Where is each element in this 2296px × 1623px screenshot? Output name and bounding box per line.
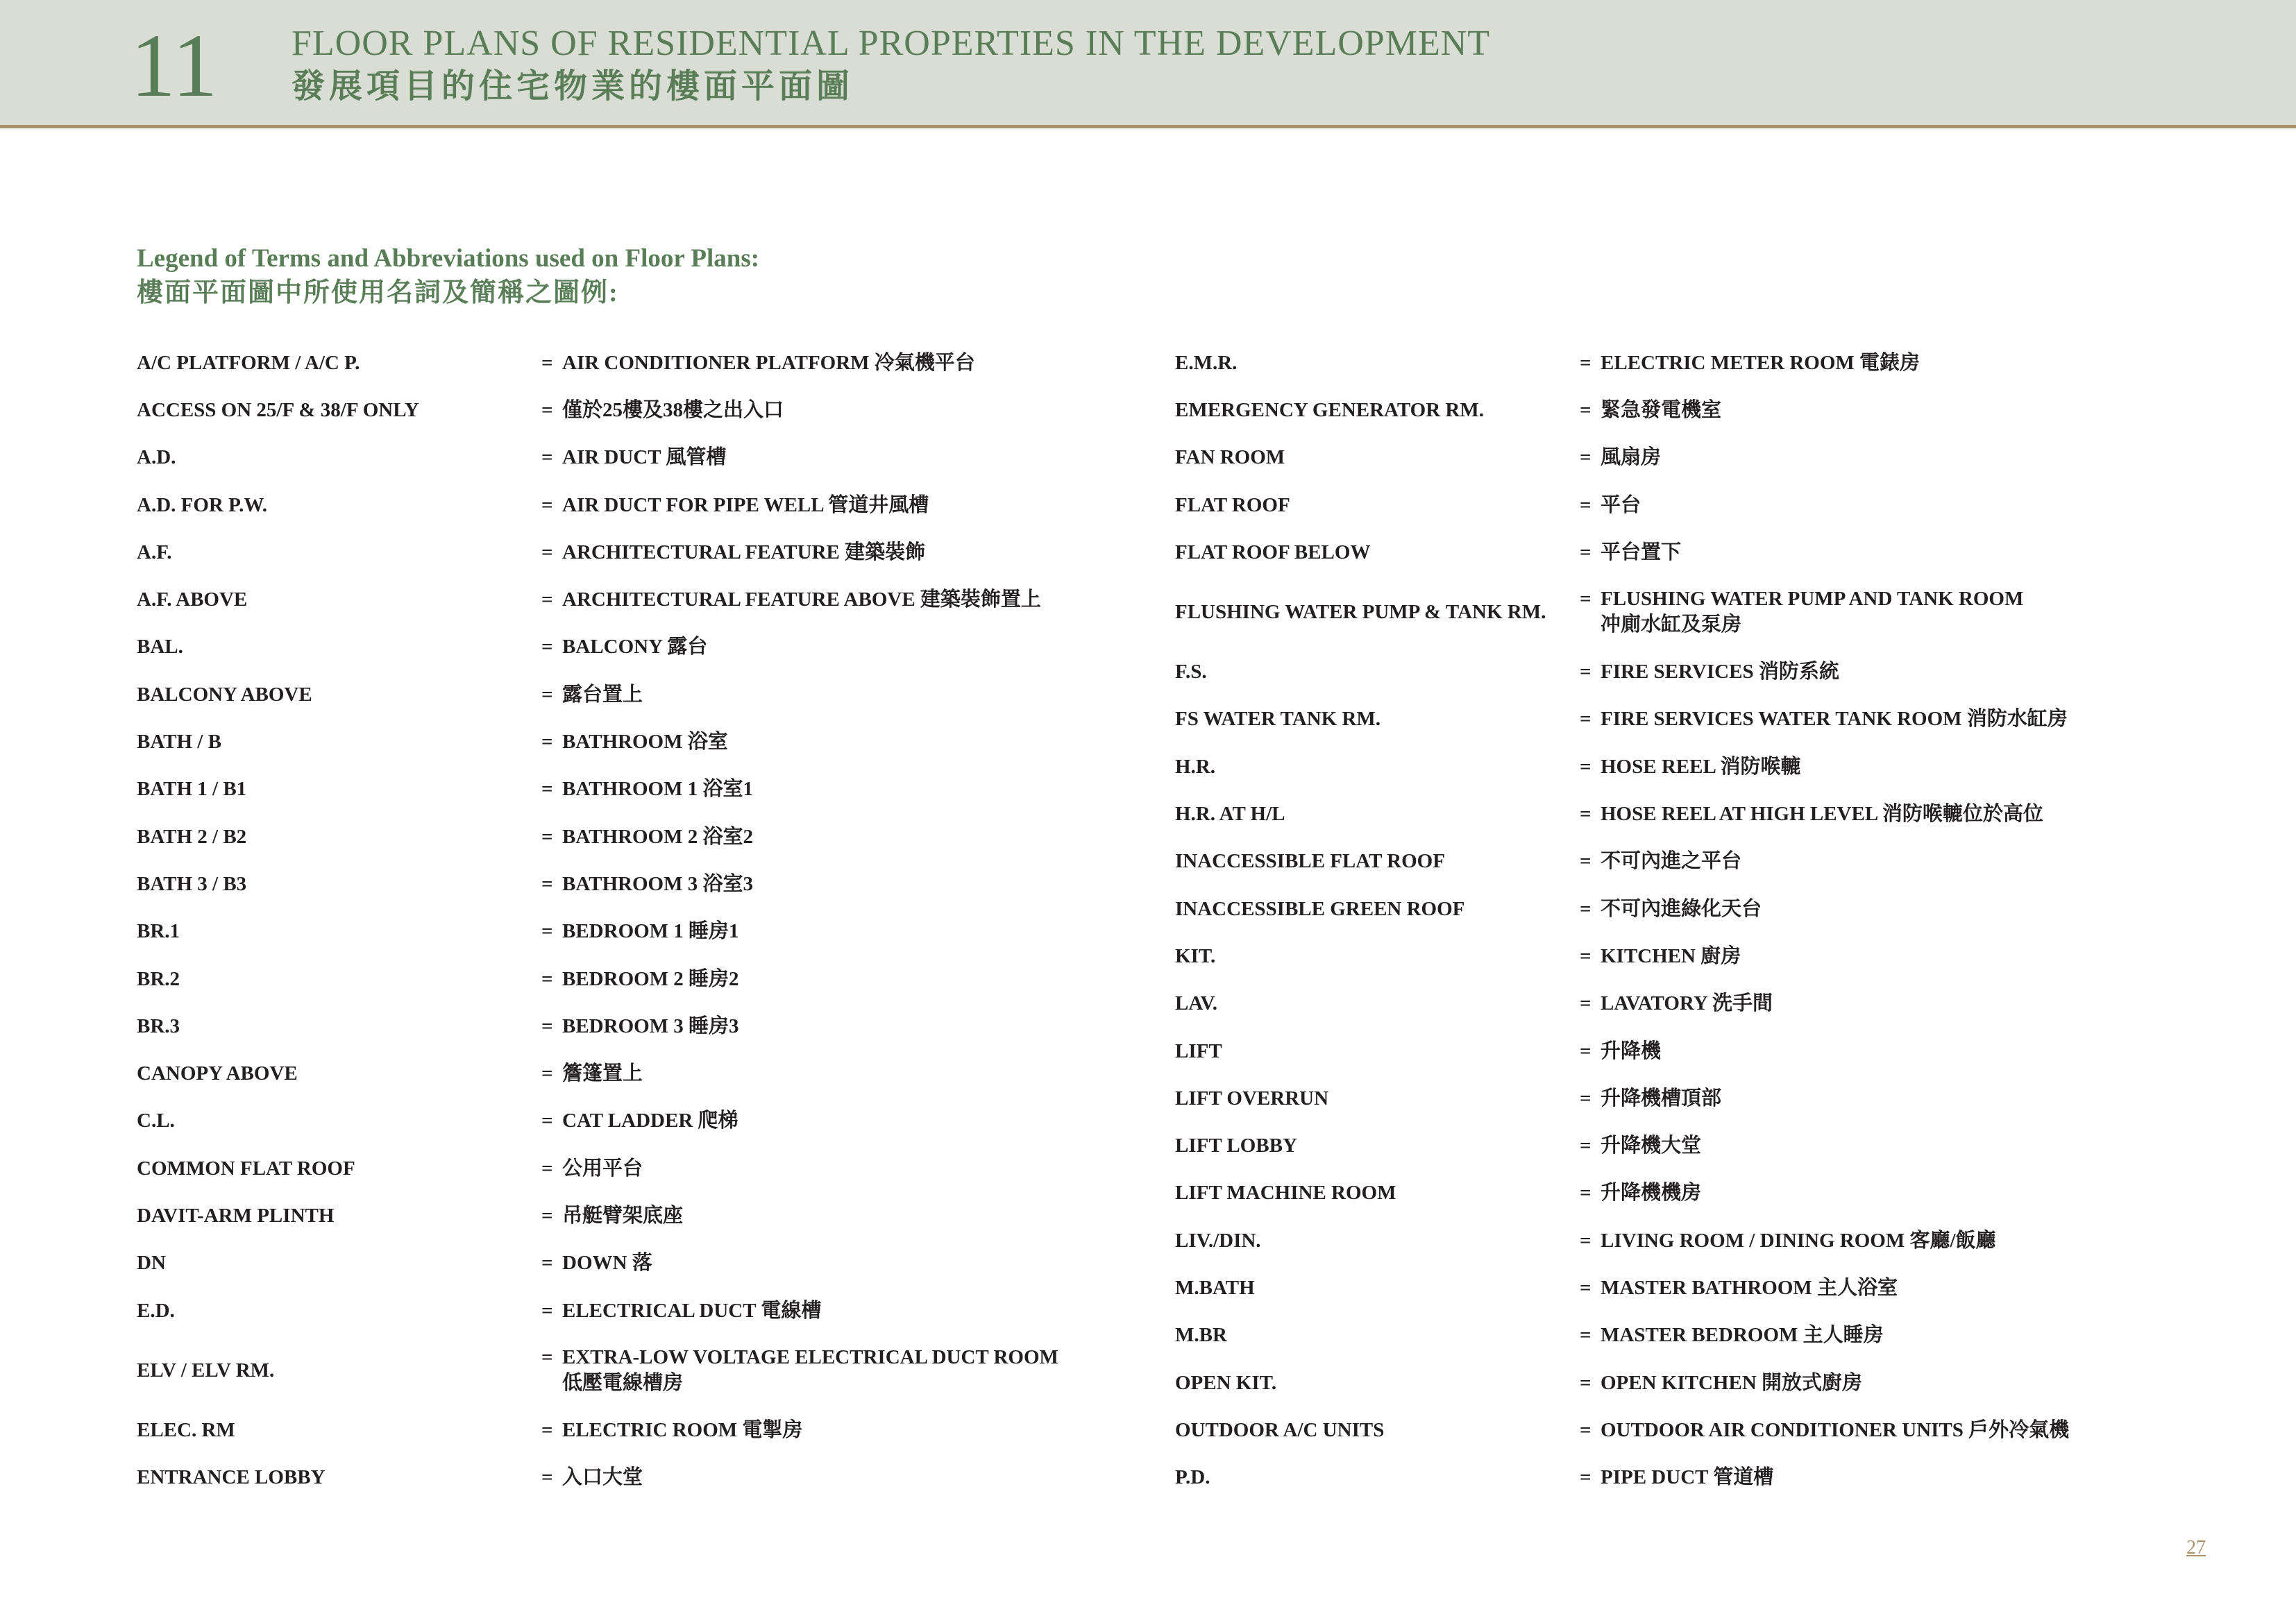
legend-row — [137, 1192, 1095, 1239]
legend-definition — [1580, 445, 1661, 470]
legend-row — [1175, 1217, 2161, 1264]
legend-term: A.D. — [137, 446, 176, 469]
legend-row — [1175, 1407, 2161, 1454]
legend-row — [137, 671, 1095, 718]
legend-definition — [541, 1108, 738, 1134]
equals-sign: = — [1580, 897, 1592, 920]
equals-sign: = — [541, 1204, 553, 1227]
legend-term: OUTDOOR A/C UNITS — [1175, 1418, 1385, 1441]
definition-line: 升降機機房 — [1601, 1182, 1702, 1205]
legend-term: E.M.R. — [1175, 351, 1238, 374]
definition-text — [1601, 944, 1741, 969]
legend-definition — [541, 1156, 643, 1182]
definition-text — [1601, 493, 1641, 518]
legend-definition — [541, 1345, 1058, 1396]
equals-sign: = — [1580, 1229, 1592, 1252]
legend-definition — [541, 398, 784, 423]
equals-sign: = — [1580, 1466, 1592, 1489]
definition-line: BATHROOM 2 浴室2 — [562, 825, 753, 848]
definition-text — [1601, 1275, 1898, 1301]
definition-line: 緊急發電機室 — [1601, 398, 1722, 421]
equals-sign: = — [541, 1014, 553, 1037]
definition-line: AIR CONDITIONER PLATFORM 冷氣機平台 — [562, 351, 975, 374]
definition-line: 公用平台 — [562, 1157, 643, 1180]
legend-term: LIFT OVERRUN — [1175, 1087, 1329, 1110]
legend-definition — [1580, 1418, 2069, 1443]
legend-definition — [1580, 1180, 1701, 1206]
equals-sign: = — [541, 541, 553, 563]
legend-term: ELEC. RM — [137, 1418, 235, 1441]
definition-text — [562, 919, 739, 944]
definition-line: MASTER BEDROOM 主人睡房 — [1601, 1324, 1884, 1347]
definition-line: ELECTRIC METER ROOM 電錶房 — [1601, 351, 1921, 374]
legend-definition — [1580, 944, 1741, 969]
equals-sign: = — [1580, 446, 1592, 469]
legend-term: INACCESSIBLE GREEN ROOF — [1175, 897, 1465, 920]
legend-definition — [541, 1418, 802, 1443]
legend-row — [1175, 576, 2161, 648]
legend-row — [137, 1003, 1095, 1050]
definition-text — [562, 824, 753, 850]
legend-row — [1175, 1359, 2161, 1407]
equals-sign: = — [1580, 1418, 1592, 1441]
definition-text — [1601, 1180, 1701, 1206]
legend-row — [1175, 1122, 2161, 1169]
definition-text — [562, 587, 1041, 613]
definition-text — [1601, 897, 1762, 922]
equals-sign: = — [541, 1062, 553, 1085]
definition-line: BEDROOM 3 睡房3 — [562, 1014, 739, 1037]
legend-row — [1175, 743, 2161, 790]
legend-definition — [1580, 1465, 1773, 1490]
definition-line: 升降機 — [1601, 1039, 1662, 1062]
definition-line-2: 冲廁水缸及泵房 — [1601, 613, 1742, 636]
legend-definition — [541, 729, 728, 755]
definition-line: AIR DUCT FOR PIPE WELL 管道井風槽 — [562, 493, 929, 516]
legend-term: BALCONY ABOVE — [137, 683, 312, 706]
legend-row — [137, 1240, 1095, 1287]
legend-term: COMMON FLAT ROOF — [137, 1157, 355, 1180]
legend-row — [137, 1050, 1095, 1097]
equals-sign: = — [1580, 398, 1592, 421]
legend-row — [137, 718, 1095, 765]
equals-sign: = — [1580, 1039, 1592, 1062]
legend-row — [137, 1454, 1095, 1502]
legend-row — [1175, 1075, 2161, 1122]
legend-definition — [541, 682, 643, 708]
legend-row — [137, 576, 1095, 623]
legend-definition — [541, 967, 739, 992]
legend-row — [1175, 790, 2161, 838]
equals-sign: = — [1580, 992, 1592, 1015]
equals-sign: = — [1580, 493, 1592, 516]
definition-line: PIPE DUCT 管道槽 — [1601, 1466, 1774, 1489]
equals-sign: = — [1580, 1324, 1592, 1347]
equals-sign: = — [1580, 1135, 1592, 1157]
definition-text — [1601, 1418, 2069, 1443]
legend-definition — [1580, 1039, 1661, 1064]
legend-term: C.L. — [137, 1110, 175, 1132]
equals-sign: = — [541, 920, 553, 943]
definition-line: ELECTRICAL DUCT 電線槽 — [562, 1299, 822, 1322]
definition-text — [562, 1156, 643, 1182]
definition-line: CAT LADDER 爬梯 — [562, 1110, 738, 1132]
definition-line: 簷篷置上 — [562, 1062, 643, 1085]
definition-text — [1601, 1370, 1862, 1396]
equals-sign: = — [541, 1466, 553, 1489]
legend-definition — [1580, 801, 2043, 827]
definition-text — [1601, 1228, 1996, 1254]
legend-definition — [541, 872, 753, 897]
legend-row — [137, 908, 1095, 955]
definition-line: BEDROOM 2 睡房2 — [562, 967, 739, 990]
equals-sign: = — [1580, 803, 1592, 826]
definition-line: BATHROOM 3 浴室3 — [562, 872, 753, 895]
legend-term: BR.2 — [137, 967, 180, 990]
definition-line: 不可內進之平台 — [1601, 850, 1742, 873]
legend-heading-en: Legend of Terms and Abbreviations used on Floor Plans: — [137, 244, 760, 273]
legend-term: FAN ROOM — [1175, 446, 1285, 469]
legend-definition — [1580, 659, 1839, 685]
section-title-en: FLOOR PLANS OF RESIDENTIAL PROPERTIES IN THE DEVELOPMENT — [292, 24, 1491, 63]
definition-text — [562, 1465, 643, 1490]
definition-text — [562, 1014, 739, 1039]
legend-row — [1175, 696, 2161, 743]
equals-sign: = — [541, 778, 553, 801]
legend-definition — [1580, 754, 1800, 780]
definition-text — [562, 1298, 821, 1324]
equals-sign: = — [541, 731, 553, 754]
legend-definition — [541, 1465, 643, 1490]
definition-text — [562, 493, 929, 518]
equals-sign: = — [541, 1110, 553, 1132]
definition-text — [562, 1203, 683, 1229]
definition-line: BEDROOM 1 睡房1 — [562, 920, 739, 943]
legend-definition — [541, 587, 1041, 613]
definition-text — [1601, 849, 1741, 874]
page-header — [0, 0, 2296, 128]
equals-sign: = — [541, 1299, 553, 1322]
equals-sign: = — [1580, 755, 1592, 778]
legend-definition — [541, 540, 925, 566]
definition-text — [1601, 350, 1920, 376]
definition-text — [1601, 445, 1661, 470]
definition-line: MASTER BATHROOM 主人浴室 — [1601, 1276, 1898, 1299]
legend-definition — [541, 824, 753, 850]
equals-sign: = — [541, 446, 553, 469]
definition-text — [562, 1250, 652, 1276]
definition-line: OPEN KITCHEN 開放式廚房 — [1601, 1371, 1863, 1394]
equals-sign: = — [1580, 588, 1592, 611]
definition-text — [1601, 398, 1721, 423]
definition-line: 不可內進綠化天台 — [1601, 897, 1762, 920]
definition-text — [1601, 1465, 1773, 1490]
legend-row — [1175, 386, 2161, 434]
definition-line: BATHROOM 浴室 — [562, 731, 728, 754]
definition-line: AIR DUCT 風管槽 — [562, 446, 727, 469]
legend-row — [137, 434, 1095, 482]
legend-definition — [1580, 493, 1641, 518]
equals-sign: = — [541, 1418, 553, 1441]
legend-definition — [1580, 540, 1681, 566]
legend-row — [1175, 933, 2161, 980]
legend-term: FLUSHING WATER PUMP & TANK RM. — [1175, 600, 1546, 623]
legend-term: M.BATH — [1175, 1276, 1255, 1299]
definition-line: BATHROOM 1 浴室1 — [562, 778, 753, 801]
equals-sign: = — [541, 398, 553, 421]
legend-definition — [1580, 897, 1762, 922]
legend-definition — [541, 445, 726, 470]
legend-row — [1175, 838, 2161, 885]
equals-sign: = — [541, 588, 553, 611]
legend-definition — [1580, 1323, 1884, 1348]
legend-row — [137, 529, 1095, 576]
equals-sign: = — [541, 1252, 553, 1275]
legend-definition — [1580, 1086, 1721, 1112]
legend-term: FLAT ROOF BELOW — [1175, 541, 1371, 563]
legend-term: EMERGENCY GENERATOR RM. — [1175, 398, 1484, 421]
definition-text — [562, 682, 643, 708]
definition-line: FIRE SERVICES WATER TANK ROOM 消防水缸房 — [1601, 708, 2068, 731]
page-number: 27 — [2186, 1537, 2206, 1558]
legend-definition — [1580, 1275, 1898, 1301]
legend-term: BR.3 — [137, 1014, 180, 1037]
definition-line: 升降機槽頂部 — [1601, 1087, 1722, 1110]
legend-definition — [1580, 706, 2068, 732]
legend-row — [1175, 1312, 2161, 1359]
equals-sign: = — [541, 493, 553, 516]
legend-row — [1175, 339, 2161, 386]
legend-row — [137, 1098, 1095, 1145]
legend-row — [137, 386, 1095, 434]
definition-line: HOSE REEL AT HIGH LEVEL 消防喉轆位於高位 — [1601, 803, 2043, 826]
definition-text — [562, 350, 975, 376]
legend-term: DN — [137, 1252, 166, 1275]
legend-term: M.BR — [1175, 1324, 1227, 1347]
legend-term: BAL. — [137, 636, 183, 658]
section-title-zh: 發展項目的住宅物業的樓面平面圖 — [292, 68, 854, 105]
definition-line: FLUSHING WATER PUMP AND TANK ROOM — [1601, 588, 2024, 611]
legend-term: A.F. — [137, 541, 172, 563]
legend-definition — [541, 493, 929, 518]
legend-term: E.D. — [137, 1299, 175, 1322]
legend-term: BATH / B — [137, 731, 221, 754]
legend-term: ACCESS ON 25/F & 38/F ONLY — [137, 398, 419, 421]
legend-term: FLAT ROOF — [1175, 493, 1290, 516]
equals-sign: = — [541, 1157, 553, 1180]
legend-row — [137, 766, 1095, 813]
legend-row — [137, 1334, 1095, 1407]
definition-text — [562, 1061, 643, 1087]
definition-line: KITCHEN 廚房 — [1601, 944, 1741, 967]
definition-line-2: 低壓電線槽房 — [562, 1372, 684, 1395]
equals-sign: = — [1580, 351, 1592, 374]
definition-line: EXTRA-LOW VOLTAGE ELECTRICAL DUCT ROOM — [562, 1346, 1058, 1369]
legend-term: H.R. — [1175, 755, 1215, 778]
definition-text — [1601, 706, 2068, 732]
definition-text — [1601, 659, 1839, 685]
definition-line: ARCHITECTURAL FEATURE 建築裝飾 — [562, 541, 926, 563]
legend-term: LIV./DIN. — [1175, 1229, 1261, 1252]
legend-definition — [541, 1014, 739, 1039]
legend-row — [137, 482, 1095, 529]
legend-definition — [1580, 1228, 1996, 1254]
legend-term: OPEN KIT. — [1175, 1371, 1277, 1394]
legend-term: BATH 3 / B3 — [137, 872, 247, 895]
legend-heading-zh: 樓面平面圖中所使用名詞及簡稱之圖例: — [137, 278, 619, 307]
definition-text — [1601, 1086, 1721, 1112]
equals-sign: = — [1580, 708, 1592, 731]
definition-text — [1601, 540, 1681, 566]
equals-sign: = — [541, 1346, 553, 1369]
equals-sign: = — [1580, 1276, 1592, 1299]
legend-column-left — [137, 339, 1095, 1502]
definition-line: DOWN 落 — [562, 1252, 652, 1275]
legend-term: BATH 1 / B1 — [137, 778, 247, 801]
definition-line: 僅於25樓及38樓之出入口 — [562, 398, 784, 421]
definition-text — [562, 872, 753, 897]
legend-definition — [541, 919, 739, 944]
legend-term: ENTRANCE LOBBY — [137, 1466, 326, 1489]
legend-definition — [541, 1250, 652, 1276]
legend-term: DAVIT-ARM PLINTH — [137, 1204, 335, 1227]
definition-text — [562, 1418, 802, 1443]
legend-term: INACCESSIBLE FLAT ROOF — [1175, 850, 1445, 873]
equals-sign: = — [1580, 661, 1592, 683]
legend-definition — [541, 776, 753, 802]
equals-sign: = — [541, 351, 553, 374]
definition-line: LIVING ROOM / DINING ROOM 客廳/飯廳 — [1601, 1229, 1996, 1252]
equals-sign: = — [1580, 1371, 1592, 1394]
definition-line: 露台置上 — [562, 683, 643, 706]
legend-term: LAV. — [1175, 992, 1218, 1015]
definition-text — [562, 540, 925, 566]
legend-term: KIT. — [1175, 944, 1216, 967]
legend-term: LIFT — [1175, 1039, 1222, 1062]
definition-text — [562, 1108, 738, 1134]
definition-text — [1601, 1039, 1661, 1064]
legend-definition — [541, 1298, 821, 1324]
legend-term: CANOPY ABOVE — [137, 1062, 298, 1085]
legend-row — [137, 624, 1095, 671]
equals-sign: = — [1580, 850, 1592, 873]
definition-line: 升降機大堂 — [1601, 1135, 1702, 1157]
equals-sign: = — [1580, 1182, 1592, 1205]
definition-text — [562, 445, 726, 470]
definition-line: FIRE SERVICES 消防系統 — [1601, 661, 1839, 683]
legend-term: A.F. ABOVE — [137, 588, 248, 611]
legend-definition — [1580, 1370, 1862, 1396]
definition-text — [1601, 1133, 1701, 1159]
equals-sign: = — [1580, 1087, 1592, 1110]
legend-definition — [1580, 849, 1741, 874]
definition-line: HOSE REEL 消防喉轆 — [1601, 755, 1801, 778]
legend-term: FS WATER TANK RM. — [1175, 708, 1381, 731]
definition-text — [1601, 1323, 1884, 1348]
definition-text — [562, 729, 728, 755]
legend-row — [137, 1407, 1095, 1454]
definition-text — [562, 776, 753, 802]
definition-text — [1601, 586, 2023, 638]
legend-definition — [541, 634, 707, 660]
equals-sign: = — [541, 636, 553, 658]
legend-row — [1175, 648, 2161, 695]
legend-row — [1175, 529, 2161, 576]
legend-definition — [1580, 350, 1920, 376]
legend-row — [1175, 980, 2161, 1028]
definition-line: 入口大堂 — [562, 1466, 643, 1489]
legend-row — [137, 1287, 1095, 1334]
definition-text — [562, 398, 784, 423]
definition-line: LAVATORY 洗手間 — [1601, 992, 1773, 1015]
definition-text — [562, 967, 739, 992]
legend-row — [1175, 885, 2161, 933]
definition-line: ELECTRIC ROOM 電掣房 — [562, 1418, 803, 1441]
legend-row — [1175, 482, 2161, 529]
legend-row — [1175, 1264, 2161, 1311]
legend-term: ELV / ELV RM. — [137, 1359, 275, 1382]
legend-definition — [1580, 398, 1721, 423]
legend-row — [1175, 1454, 2161, 1502]
definition-line: ARCHITECTURAL FEATURE ABOVE 建築裝飾置上 — [562, 588, 1041, 611]
definition-line: OUTDOOR AIR CONDITIONER UNITS 戶外冷氣機 — [1601, 1418, 2070, 1441]
legend-column-right — [1175, 339, 2161, 1502]
legend-row — [137, 860, 1095, 908]
legend-definition — [1580, 991, 1773, 1017]
legend-term: A.D. FOR P.W. — [137, 493, 267, 516]
equals-sign: = — [541, 683, 553, 706]
equals-sign: = — [1580, 944, 1592, 967]
legend-term: H.R. AT H/L — [1175, 803, 1285, 826]
equals-sign: = — [541, 825, 553, 848]
section-number: 11 — [130, 16, 218, 116]
legend-definition — [1580, 586, 2023, 638]
legend-row — [1175, 1170, 2161, 1217]
legend-term: A/C PLATFORM / A/C P. — [137, 351, 360, 374]
legend-row — [137, 813, 1095, 860]
legend-term: BATH 2 / B2 — [137, 825, 247, 848]
legend-term: BR.1 — [137, 920, 180, 943]
equals-sign: = — [1580, 541, 1592, 563]
legend-definition — [541, 1061, 643, 1087]
definition-text — [562, 634, 707, 660]
definition-text — [562, 1345, 1058, 1396]
definition-line: BALCONY 露台 — [562, 636, 708, 658]
legend-term: P.D. — [1175, 1466, 1210, 1489]
legend-row — [1175, 1028, 2161, 1075]
definition-text — [1601, 754, 1800, 780]
definition-line: 吊艇臂架底座 — [562, 1204, 684, 1227]
legend-term: F.S. — [1175, 661, 1207, 683]
legend-row — [137, 1145, 1095, 1192]
equals-sign: = — [541, 967, 553, 990]
definition-line: 風扇房 — [1601, 446, 1662, 469]
legend-row — [137, 955, 1095, 1003]
legend-row — [1175, 434, 2161, 482]
legend-definition — [541, 350, 975, 376]
definition-line: 平台置下 — [1601, 541, 1682, 563]
equals-sign: = — [541, 872, 553, 895]
legend-row — [137, 339, 1095, 386]
legend-definition — [541, 1203, 683, 1229]
legend-definition — [1580, 1133, 1701, 1159]
definition-text — [1601, 991, 1773, 1017]
legend-term: LIFT MACHINE ROOM — [1175, 1182, 1396, 1205]
legend-term: LIFT LOBBY — [1175, 1135, 1297, 1157]
definition-text — [1601, 801, 2043, 827]
definition-line: 平台 — [1601, 493, 1641, 516]
